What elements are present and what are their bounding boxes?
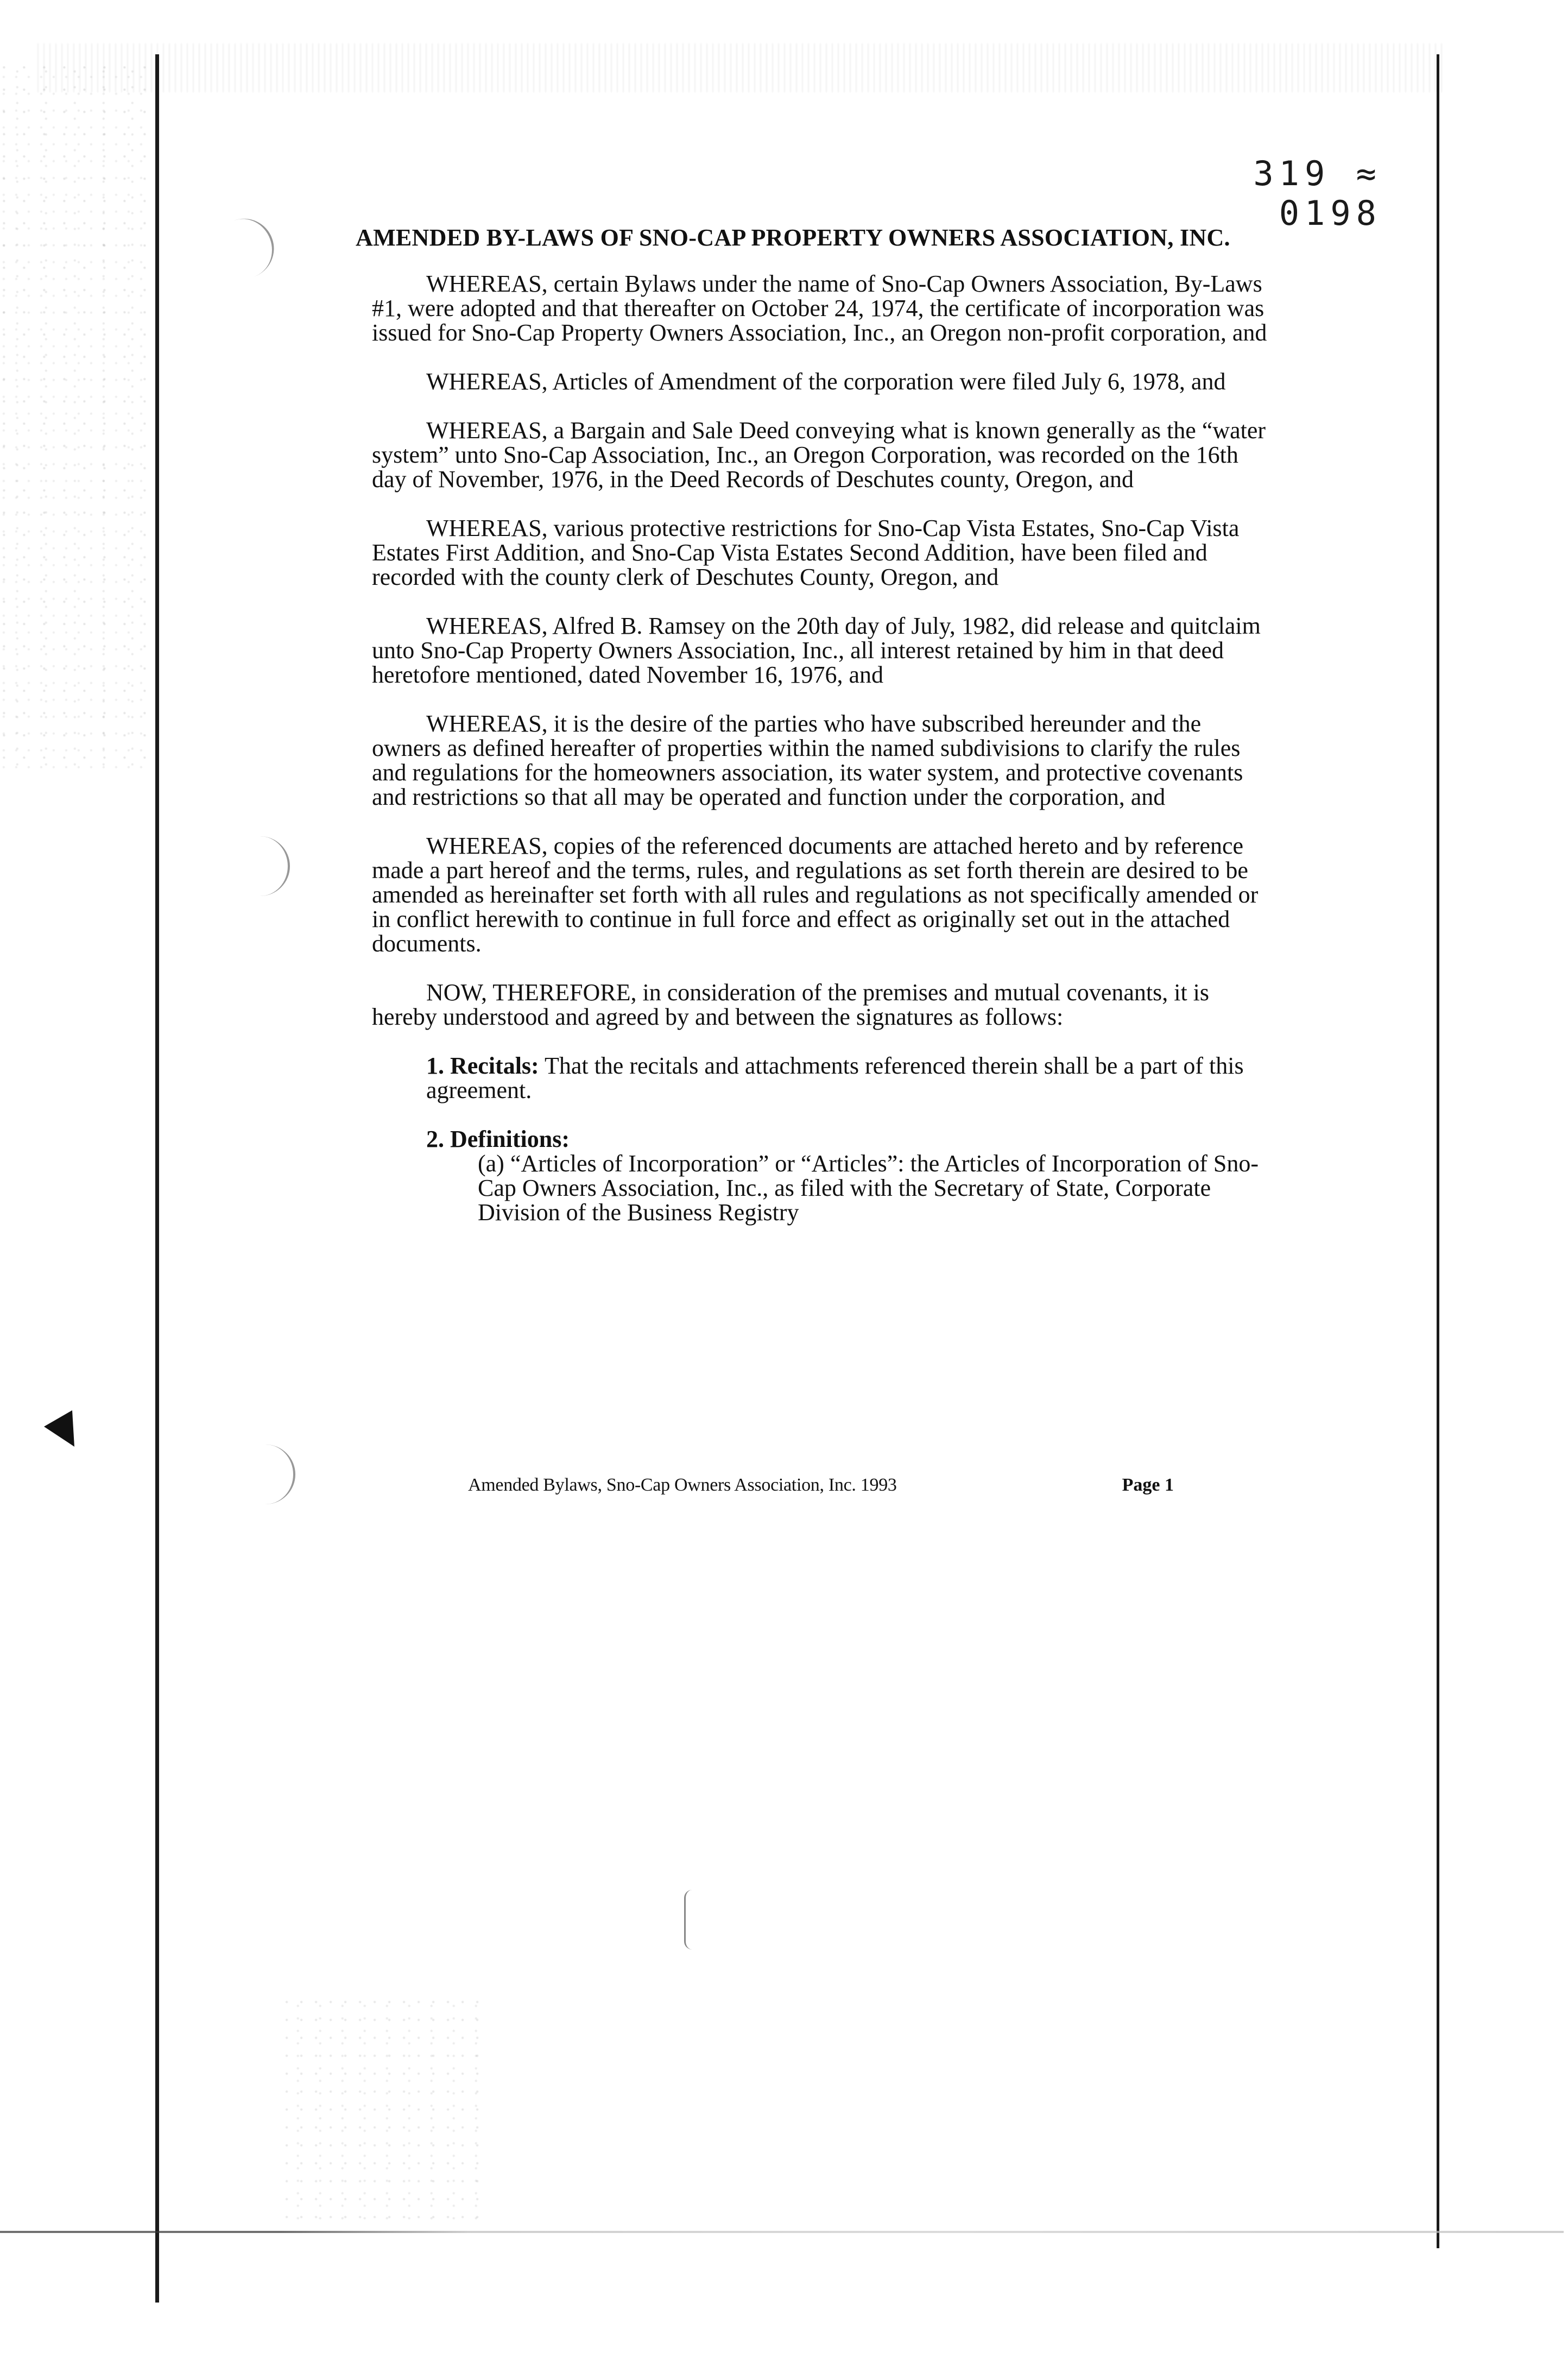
page-edge-bottom bbox=[0, 2231, 1564, 2233]
definition-item-a: (a) “Articles of Incorporation” or “Articles”: the Articles of Incorporation of Sno-Cap Owners Association, Inc., as filed with the Secretary of State, Corporate Division of the Business Registry bbox=[478, 1150, 1259, 1226]
document-body bbox=[372, 272, 1273, 1225]
page-footer bbox=[468, 1475, 1174, 1496]
clause-heading: Recitals: bbox=[450, 1052, 539, 1079]
recording-stamp-number: 319 ≈ 0198 bbox=[1253, 154, 1382, 233]
clause-number: 2. bbox=[426, 1126, 444, 1152]
whereas-paragraph: WHEREAS, copies of the referenced documents are attached hereto and by reference made a part hereof and the terms, rules, and regulations as set forth therein are desired to be amended as hereinafter set forth with all rules and regulations as not specifically amended or in conflict herewith to continue in full force and effect as originally set out in the attached documents. bbox=[372, 832, 1259, 957]
now-therefore-paragraph: NOW, THEREFORE, in consideration of the premises and mutual covenants, it is hereby understood and agreed by and between the signatures as follows: bbox=[372, 979, 1210, 1030]
clause-number: 1. bbox=[426, 1052, 444, 1079]
punch-hole-mark bbox=[239, 836, 290, 896]
scan-noise-top bbox=[33, 43, 1444, 92]
page-edge-left bbox=[155, 54, 159, 2303]
punch-hole-mark bbox=[214, 210, 282, 284]
clause-recitals bbox=[426, 1054, 1273, 1102]
whereas-paragraph: WHEREAS, Articles of Amendment of the corporation were filed July 6, 1978, and bbox=[426, 368, 1226, 395]
scan-speckle-bottom bbox=[282, 1998, 489, 2226]
pencil-mark bbox=[684, 1890, 692, 1950]
footer-page-number: Page 1 bbox=[1122, 1475, 1174, 1495]
clause-definitions bbox=[426, 1127, 1273, 1225]
whereas-paragraph: WHEREAS, various protective restrictions for Sno-Cap Vista Estates, Sno-Cap Vista Estates First Addition, and Sno-Cap Vista Estates Second Addition, have been filed and recorded with the county clerk of Deschutes County, Oregon, and bbox=[372, 515, 1240, 590]
whereas-paragraph: WHEREAS, a Bargain and Sale Deed conveying what is known generally as the “water system” unto Sno-Cap Association, Inc., an Oregon Corporation, was recorded on the 16th day of November, 1976, in the Deed Records of Deschutes county, Oregon, and bbox=[372, 417, 1266, 493]
whereas-paragraph: WHEREAS, certain Bylaws under the name of Sno-Cap Owners Association, By-Laws #1, were adopted and that thereafter on October 24, 1974, the certificate of incorporation was issued for Sno-Cap Property Owners Association, Inc., an Oregon non-profit corporation, and bbox=[372, 270, 1267, 346]
whereas-paragraph: WHEREAS, Alfred B. Ramsey on the 20th day of July, 1982, did release and quitclaim unto Sno-Cap Property Owners Association, Inc., all interest retained by him in that deed heretofore mentioned, dated November 16, 1976, and bbox=[372, 613, 1261, 688]
scan-speckle-left bbox=[0, 65, 147, 771]
footer-document-name: Amended Bylaws, Sno-Cap Owners Association, Inc. 1993 bbox=[468, 1475, 897, 1495]
document-title: AMENDED BY-LAWS OF SNO-CAP PROPERTY OWNERS ASSOCIATION, INC. bbox=[356, 224, 1230, 251]
page-edge-right bbox=[1437, 54, 1439, 2248]
whereas-paragraph: WHEREAS, it is the desire of the parties who have subscribed hereunder and the owners as defined hereafter of properties within the named subdivisions to clarify the rules and regulations for the homeowners association, its water system, and protective covenants and restrictions so that all may be operated and function under the corporation, and bbox=[372, 710, 1243, 810]
clause-text: That the recitals and attachments referenced therein shall be a part of this agreement. bbox=[426, 1052, 1244, 1103]
clause-heading: Definitions: bbox=[450, 1126, 570, 1152]
punch-hole-mark bbox=[244, 1445, 295, 1504]
ink-blot-mark bbox=[44, 1410, 88, 1455]
